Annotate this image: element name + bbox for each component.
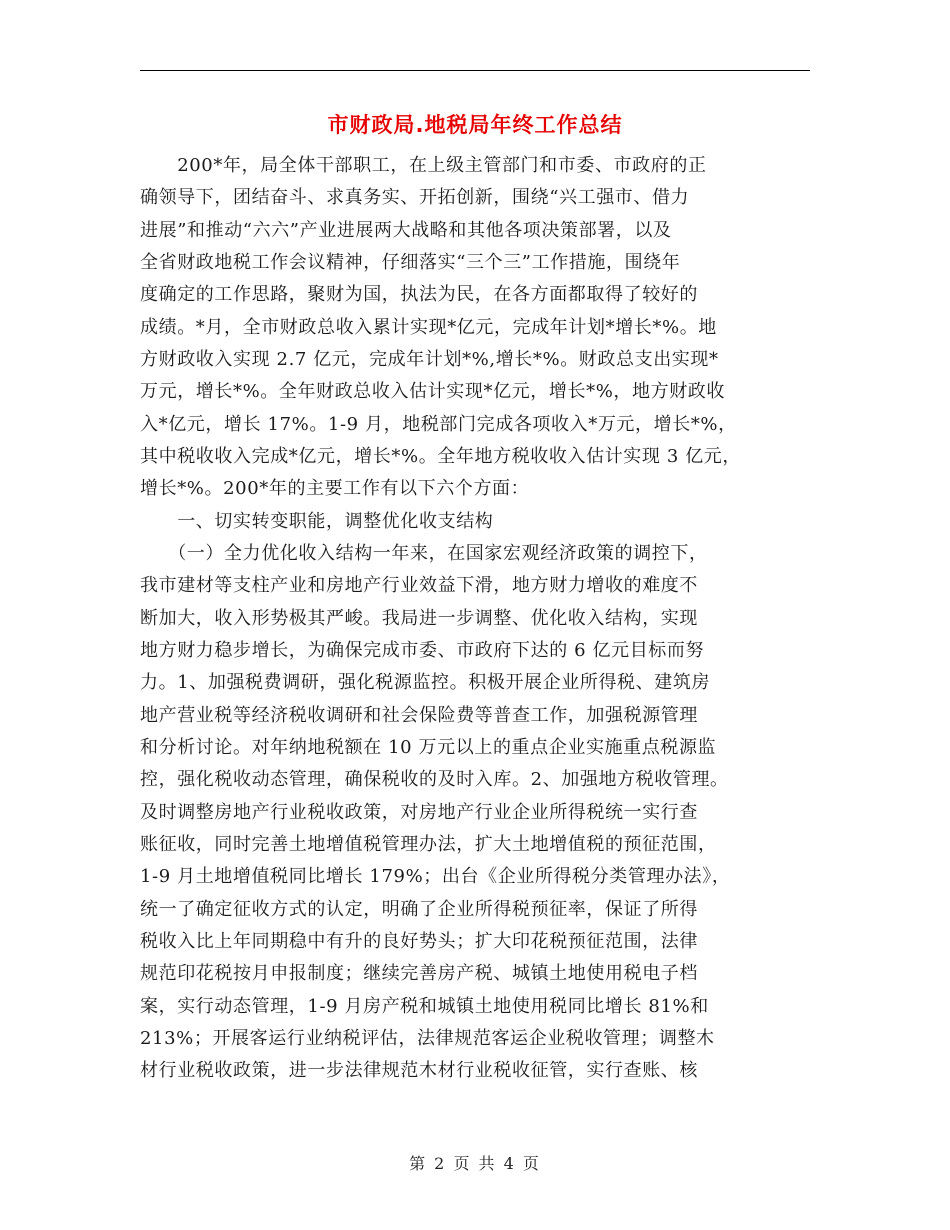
body-line: 断加大，收入形势极其严峻。我局进一步调整、优化收入结构，实现 xyxy=(140,607,698,629)
body-line: 213%；开展客运行业纳税评估，法律规范客运企业税收管理；调整木 xyxy=(140,1027,715,1049)
body-line: 规范印花税按月申报制度；继续完善房产税、城镇土地使用税电子档 xyxy=(140,963,698,985)
body-line: 万元，增长*%。全年财政总收入估计实现*亿元，增长*%，地方财政收 xyxy=(140,381,726,403)
body-line: （一）全力优化收入结构一年来，在国家宏观经济政策的调控下， xyxy=(140,542,708,564)
body-line: 入*亿元，增长 17%。1-9 月，地税部门完成各项收入*万元，增长*%， xyxy=(140,413,737,435)
document-body xyxy=(140,150,830,1088)
document-title: 市财政局.地税局年终工作总结 xyxy=(327,113,623,137)
body-line: 力。1、加强税费调研，强化税源监控。积极开展企业所得税、建筑房 xyxy=(140,672,711,694)
body-line: 确领导下，团结奋斗、求真务实、开拓创新，围绕“兴工强市、借力 xyxy=(140,187,690,209)
body-line: 成绩。*月，全市财政总收入累计实现*亿元，完成年计划*增长*%。地 xyxy=(140,316,717,338)
body-line: 和分析讨论。对年纳地税额在 10 万元以上的重点企业实施重点税源监 xyxy=(140,736,717,758)
body-line: 账征收，同时完善土地增值税管理办法，扩大土地增值税的预征范围， xyxy=(140,833,717,855)
body-line: 材行业税收政策，进一步法律规范木材行业税收征管，实行查账、核 xyxy=(140,1060,698,1082)
body-line: 度确定的工作思路，聚财为国，执法为民，在各方面都取得了较好的 xyxy=(140,284,698,306)
body-line: 税收入比上年同期稳中有升的良好势头；扩大印花税预征范围，法律 xyxy=(140,930,698,952)
body-line: 其中税收收入完成*亿元，增长*%。全年地方税收收入估计实现 3 亿元， xyxy=(140,445,741,467)
body-line: 全省财政地税工作会议精神，仔细落实“三个三”工作措施，围绕年 xyxy=(140,251,681,273)
body-line: 案，实行动态管理，1-9 月房产税和城镇土地使用税同比增长 81%和 xyxy=(140,995,709,1017)
body-line: 地产营业税等经济税收调研和社会保险费等普查工作，加强税源管理 xyxy=(140,704,698,726)
body-line: 控，强化税收动态管理，确保税收的及时入库。2、加强地方税收管理。 xyxy=(140,769,729,791)
body-line: 200*年，局全体干部职工，在上级主管部门和市委、市政府的正 xyxy=(140,155,707,176)
page-number: 第 2 页 共 4 页 xyxy=(409,1154,541,1173)
section-heading: 一、切实转变职能，调整优化收支结构 xyxy=(140,510,494,532)
body-line: 增长*%。200*年的主要工作有以下六个方面： xyxy=(140,478,530,500)
body-line: 统一了确定征收方式的认定，明确了企业所得税预征率，保证了所得 xyxy=(140,898,698,920)
body-line: 我市建材等支柱产业和房地产行业效益下滑，地方财力增收的难度不 xyxy=(140,575,698,597)
body-line: 地方财力稳步增长，为确保完成市委、市政府下达的 6 亿元目标而努 xyxy=(140,639,705,661)
body-line: 1-9 月土地增值税同比增长 179%；出台《企业所得税分类管理办法》， xyxy=(140,866,731,888)
body-line: 及时调整房地产行业税收政策，对房地产行业企业所得税统一实行查 xyxy=(140,801,698,823)
header-rule xyxy=(140,70,810,71)
body-line: 进展”和推动“六六”产业进展两大战略和其他各项决策部署，以及 xyxy=(140,219,672,241)
body-line: 方财政收入实现 2.7 亿元，完成年计划*%,增长*%。财政总支出实现* xyxy=(140,348,719,370)
